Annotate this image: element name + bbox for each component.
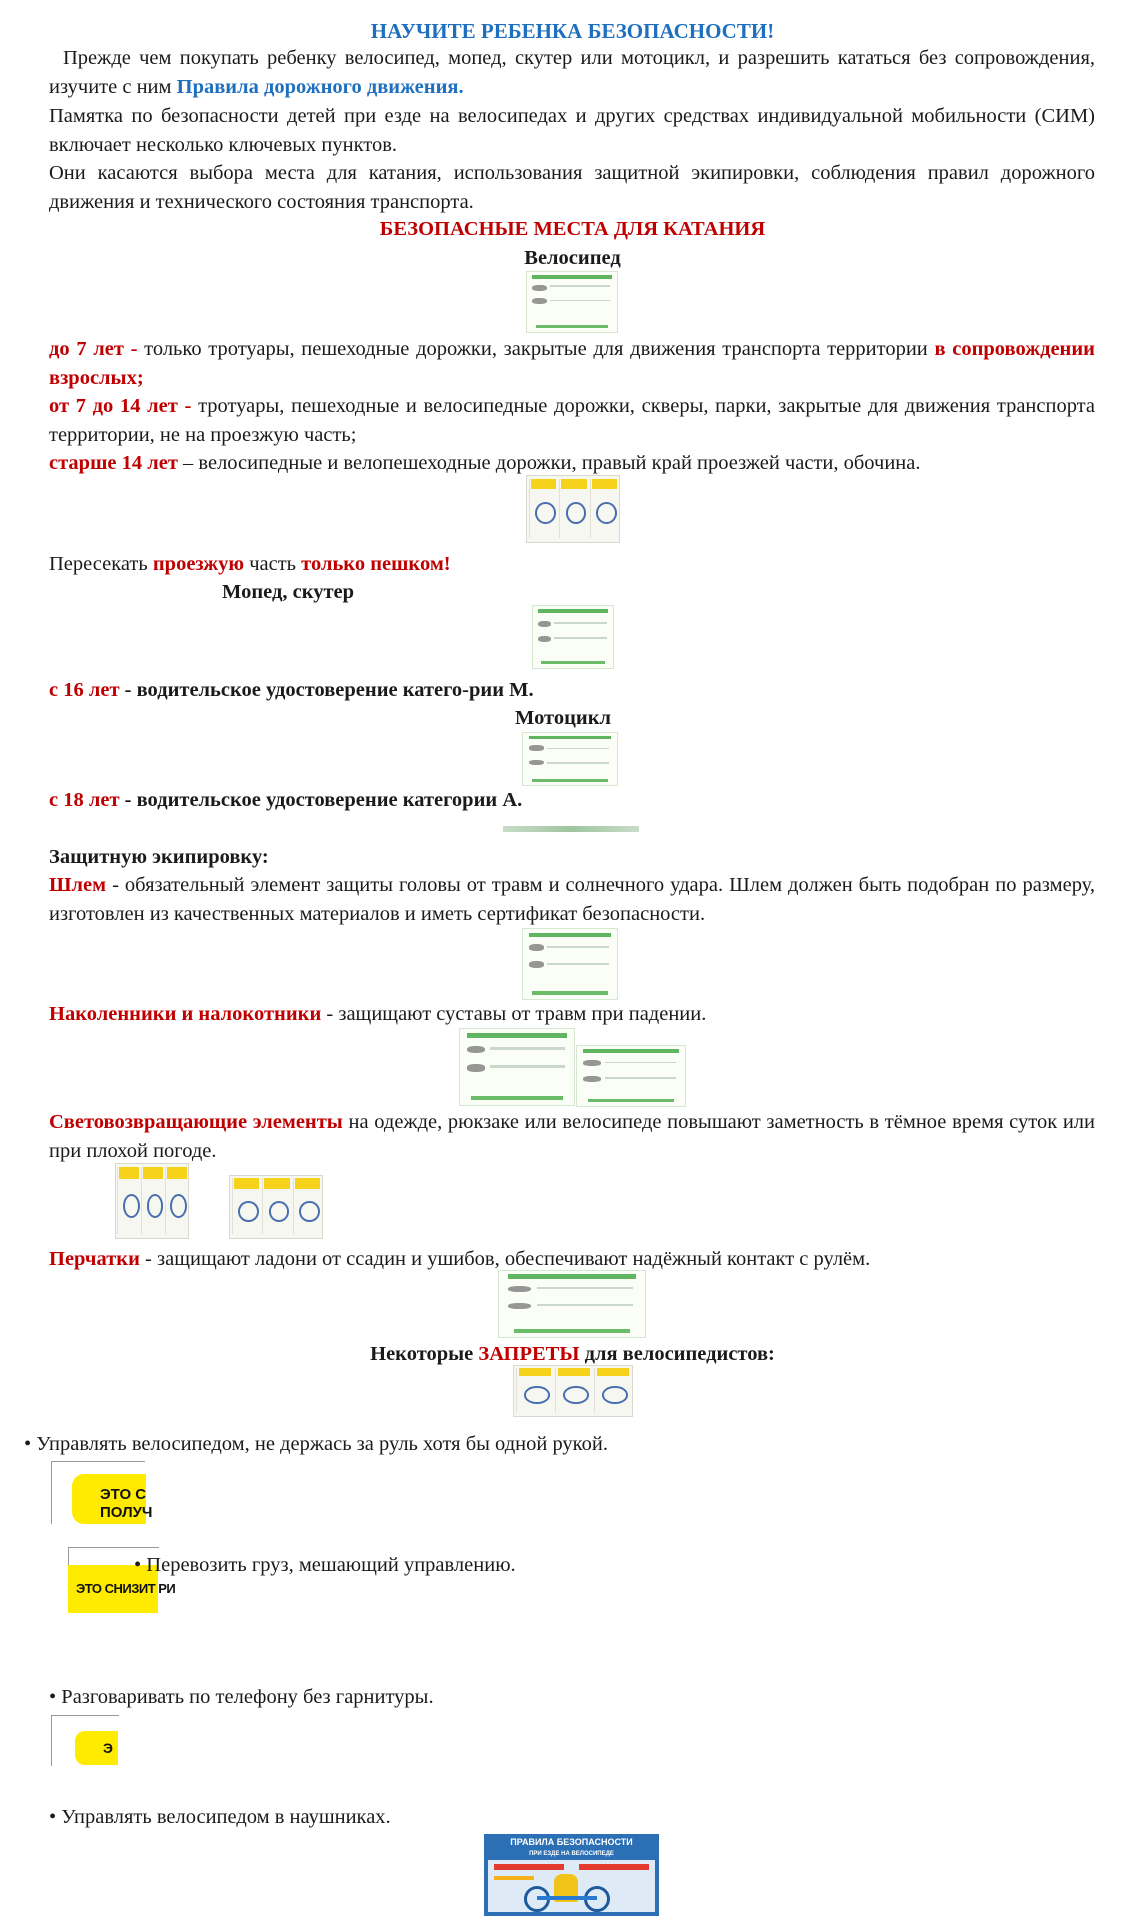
memo-thumbnail [532,605,614,669]
memo-thumbnail [522,732,618,786]
ban-item: • Перевозить груз, мешающий управлению. [134,1554,516,1576]
poster-bar [579,1864,649,1870]
age-label-over-14: старше 14 лет [49,452,178,474]
bicycle-safety-poster [484,1834,659,1916]
moped-rule: с 16 лет - водительское удостоверение катего-рии М. [49,679,534,701]
memo-thumbnail [115,1163,189,1239]
with-adults-note: в сопровождении взрослых; [49,338,1095,389]
memo-thumbnail [526,271,618,333]
poster-bar [494,1876,534,1880]
page-title: НАУЧИТЕ РЕБЕНКА БЕЗОПАСНОСТИ! [370,19,775,43]
memo-thumbnail [522,928,618,1000]
ban-item: • Управлять велосипедом в наушниках. [49,1806,391,1828]
poster-title: ПРАВИЛА БЕЗОПАСНОСТИ ПРИ ЕЗДЕ НА ВЕЛОСИПЕДЕ [510,1837,633,1857]
memo-thumbnail [513,1365,633,1417]
reflective-rule: Световозвращающие элементы на одежде, рюкзаке или велосипеде повышают заметность в тёмное время суток или при плохой погоде. [49,1111,1095,1162]
intro-paragraph-1 [49,44,1095,101]
memo-thumbnail [459,1028,575,1106]
warning-tag: ЭТО СНИЗИТ РИ [68,1565,158,1613]
memo-thumbnail [576,1045,686,1107]
motorcycle-title: Мотоцикл [515,707,612,729]
helmet-rule: Шлем - обязательный элемент защиты головы от травм и солнечного удара. Шлем должен быть подобран по размеру, изготовлен из качественных материалов и иметь сертификат безопасности. [49,874,1095,925]
cross-road-rule: Пересекать проезжую часть только пешком! [49,553,451,575]
motorcycle-rule: с 18 лет - водительское удостоверение категории А. [49,789,523,811]
ban-item: • Управлять велосипедом, не держась за руль хотя бы одной рукой. [24,1433,608,1455]
bans-title: Некоторые ЗАПРЕТЫ для велосипедистов: [370,1343,775,1365]
intro-text: Прежде чем покупать ребенку велосипед, мопед, скутер или мотоцикл, и разрешить кататься без сопровождения, изучите с ним [49,47,1095,98]
bicycle-age-rules: до 7 лет - только тротуары, пешеходные дорожки, закрытые для движения транспорта территории в сопровождении взрослых; от 7 до 14 лет - тротуары, пешеходные и велосипедные дорожки, скверы, парки, закрытые для движения транспорта территории, не на проезжую часть; старше 14 лет – велосипедные и велопешеходные дорожки, правый край проезжей части, обочина. [49,338,1095,474]
gloves-rule: Перчатки - защищают ладони от ссадин и ушибов, обеспечивают надёжный контакт с рулём. [49,1248,871,1270]
ban-item: • Разговаривать по телефону без гарнитуры. [49,1686,434,1708]
memo-thumbnail [229,1175,323,1239]
traffic-rules-link[interactable]: Правила дорожного движения. [176,75,464,98]
warning-tag: Э [75,1731,118,1765]
memo-thumbnail [526,475,620,543]
gear-title: Защитную экипировку: [49,846,269,868]
poster-bar [494,1864,564,1870]
safe-places-heading: БЕЗОПАСНЫЕ МЕСТА ДЛЯ КАТАНИЯ [379,218,766,240]
bicycle-title: Велосипед [524,247,621,269]
age-label-under-7: до 7 лет - [49,338,138,360]
moped-title: Мопед, скутер [222,581,355,603]
age-label-7-14: от 7 до 14 лет - [49,395,192,417]
warning-tag: ЭТО С ПОЛУЧ [72,1474,146,1524]
divider-strip [503,826,639,832]
bike-frame [537,1896,597,1900]
pads-rule: Наколенники и налокотники - защищают суставы от травм при падении. [49,1003,707,1025]
intro-paragraph-3: Они касаются выбора места для катания, использования защитной экипировки, соблюдения правил дорожного движения и технического состояния транспорта. [49,162,1095,213]
memo-thumbnail [498,1270,646,1338]
intro-paragraph-2: Памятка по безопасности детей при езде на велосипедах и других средствах индивидуальной мобильности (СИМ) включает несколько ключевых пунктов. [49,105,1095,156]
